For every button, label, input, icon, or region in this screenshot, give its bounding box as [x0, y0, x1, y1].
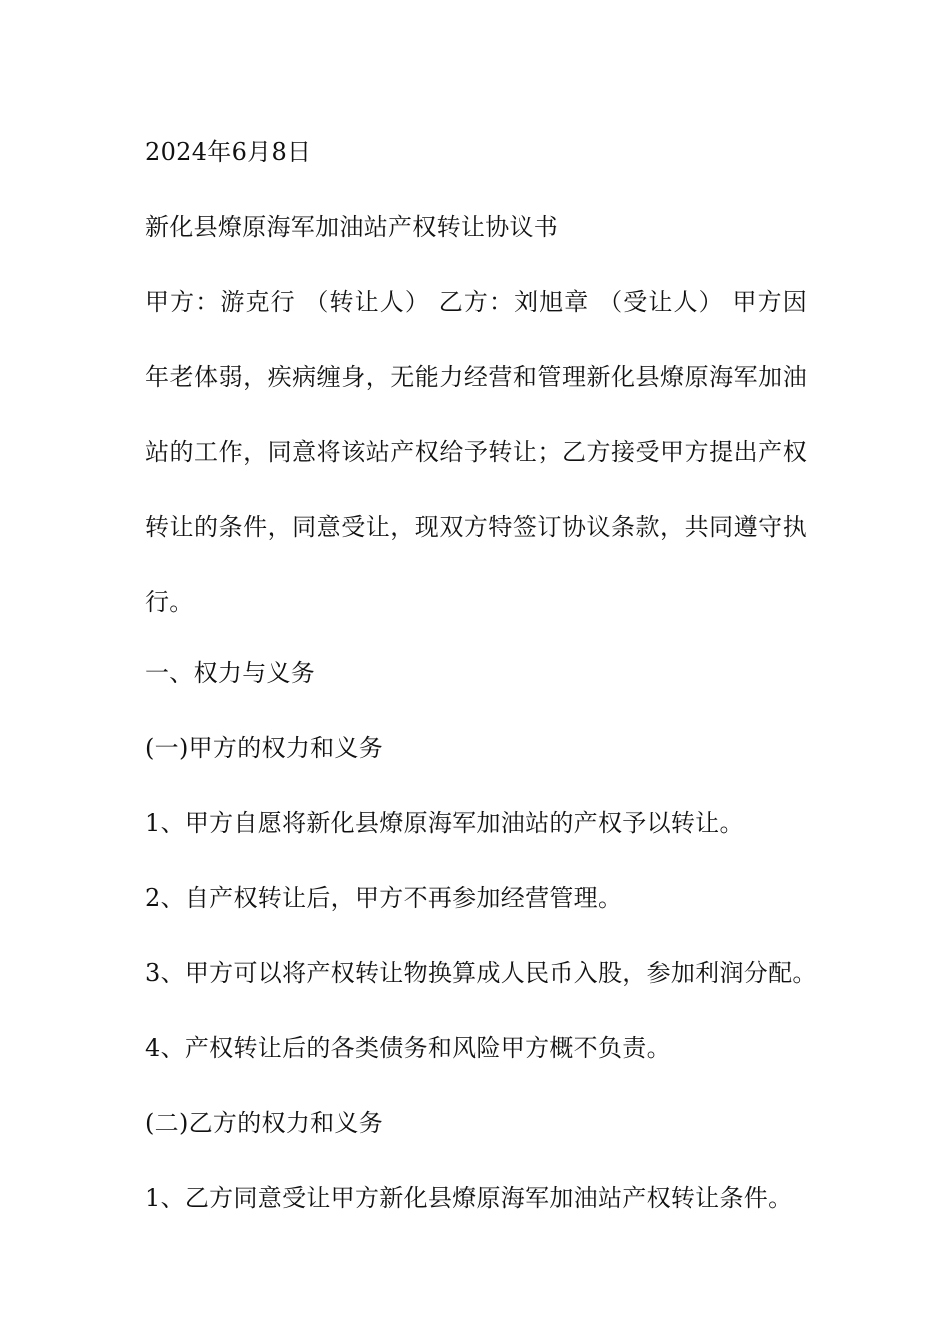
- party-a-item-4: 4、产权转让后的各类债务和风险甲方概不负责。: [145, 1034, 671, 1062]
- party-a-item-1: 1、甲方自愿将新化县燎原海军加油站的产权予以转让。: [145, 809, 744, 837]
- document-title: 新化县燎原海军加油站产权转让协议书: [145, 213, 559, 241]
- section-heading-rights-obligations: 一、权力与义务: [145, 659, 316, 687]
- party-b-item-1: 1、乙方同意受让甲方新化县燎原海军加油站产权转让条件。: [145, 1184, 793, 1212]
- subsection-heading-party-b: (二)乙方的权力和义务: [145, 1109, 384, 1137]
- intro-paragraph: 甲方：游克行 （转让人） 乙方：刘旭章 （受让人） 甲方因年老体弱，疾病缠身，无能力经营和管理新化县燎原海军加油站的工作，同意将该站产权给予转让；乙方接受甲方提出产权转让的条件，同意受让，现双方特签订协议条款，共同遵守执行。: [145, 288, 807, 616]
- document-date: 2024年6月8日: [145, 138, 312, 166]
- party-a-item-2: 2、自产权转让后，甲方不再参加经营管理。: [145, 884, 623, 912]
- subsection-heading-party-a: (一)甲方的权力和义务: [145, 734, 384, 762]
- party-a-item-3: 3、甲方可以将产权转让物换算成人民币入股，参加利润分配。: [145, 959, 817, 987]
